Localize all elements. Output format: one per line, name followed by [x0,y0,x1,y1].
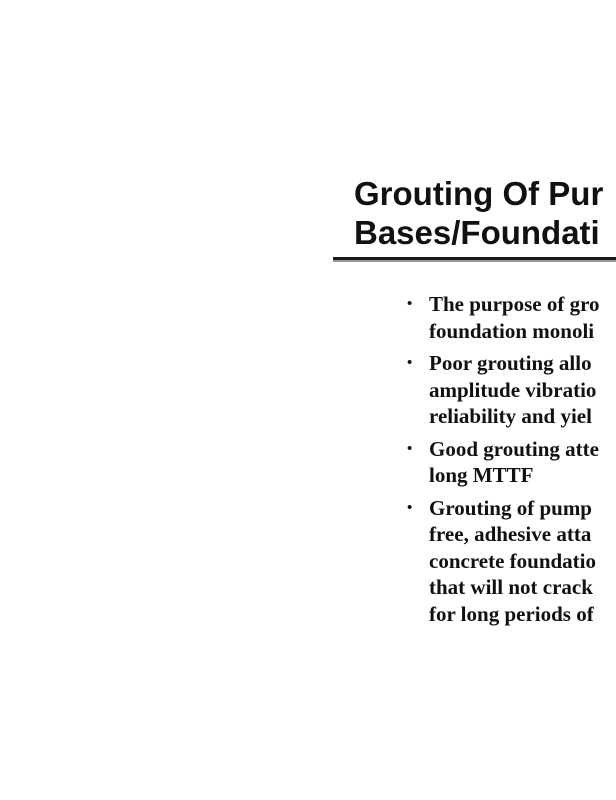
bullet-text-line: Good grouting atte [429,436,599,461]
title-underline-shadow [333,260,616,262]
bullet-icon: • [407,354,413,371]
bullet-text-line: free, adhesive atta [429,522,592,546]
bullet-text-line: reliability and yiel [429,404,592,428]
bullet-icon: • [407,498,413,516]
title-line-2: Bases/Foundati [354,214,600,251]
bullet-item [407,350,600,430]
title-line-1: Grouting Of Pur [354,175,604,212]
bullet-text-line: that will not crack [429,575,593,599]
bullet-text-line: long MTTF [429,463,534,487]
bullet-item [407,291,600,344]
bullet-icon: • [407,295,413,312]
bullet-icon: • [407,439,413,457]
bullet-text-line: for long periods of [429,601,594,626]
bullet-item [407,495,600,628]
bullet-item [407,436,600,489]
bullet-text-line: foundation monoli [429,318,595,343]
bullet-text-line: Poor grouting allo [429,351,592,375]
slide-title [354,174,603,252]
bullet-text-line: amplitude vibratio [429,377,597,402]
bullet-list [407,291,600,633]
bullet-text-line: Grouting of pump [429,495,592,520]
bullet-text-line: The purpose of gro [429,292,600,316]
bullet-text-line: concrete foundatio [429,548,597,573]
